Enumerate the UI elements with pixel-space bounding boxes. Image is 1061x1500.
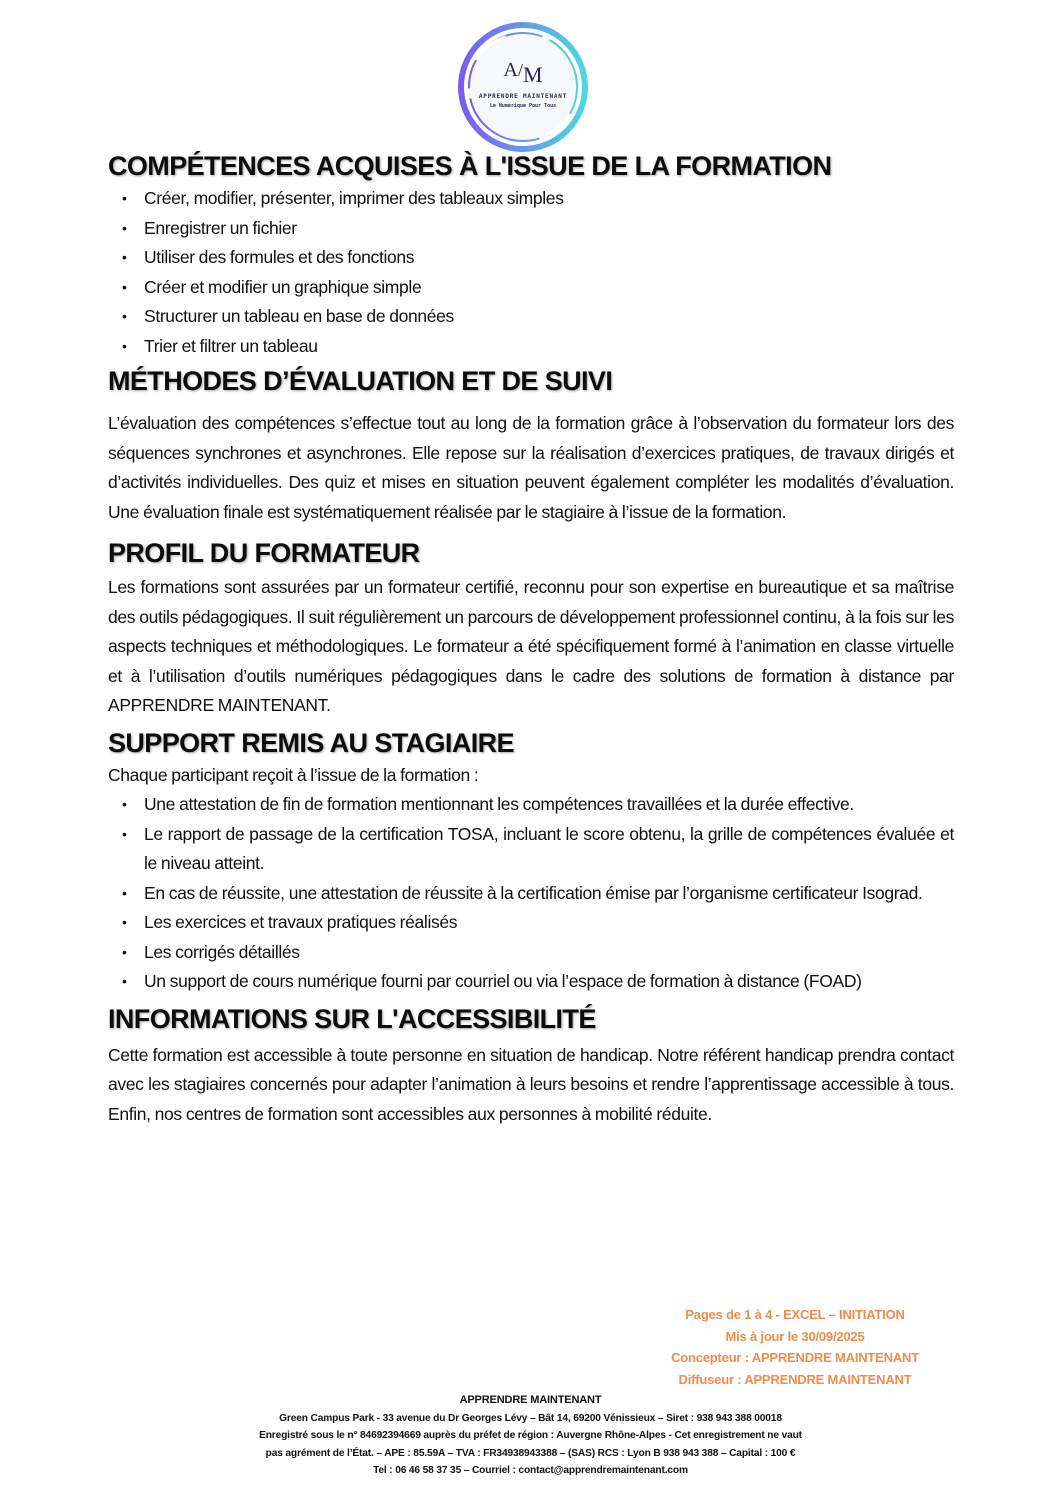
heading-evaluation: MÉTHODES D’ÉVALUATION ET DE SUIVI	[108, 366, 613, 396]
logo-monogram-a: A	[503, 59, 518, 81]
footer-contact: Tel : 06 46 58 37 35 – Courriel : contact@apprendremaintenant.com	[373, 1465, 688, 1476]
footer-company: APPRENDRE MAINTENANT	[459, 1394, 602, 1406]
logo-ring-icon	[456, 20, 590, 154]
list-item: • Enregistrer un fichier	[144, 214, 954, 244]
list-item: • Structurer un tableau en base de données	[144, 302, 954, 332]
page-footer	[0, 1392, 1061, 1480]
bullet-icon: •	[122, 249, 127, 265]
page-info	[600, 1304, 990, 1390]
bullet-icon: •	[122, 278, 127, 295]
bullet-icon: •	[122, 190, 127, 206]
list-item: • Un support de cours numérique fourni par courriel ou via l’espace de formation à distance (FOAD)	[144, 967, 954, 997]
accessibilite-text: Cette formation est accessible à toute personne en situation de handicap. Notre référent handicap prendra contact avec les stagiaires concernés pour adapter l’animation à leurs besoins et rendre l’apprentissage accessible à tous. Enfin, nos centres de formation sont accessibles aux personnes à mobilité réduite.	[108, 1044, 954, 1124]
footer-address: Green Campus Park - 33 avenue du Dr Georges Lévy – Bât 14, 69200 Vénissieux – Siret : 938 943 388 00018	[279, 1412, 782, 1424]
evaluation-text: L’évaluation des compétences s’effectue tout au long de la formation grâce à l’observation du formateur lors des séquences synchrones et asynchrones. Elle repose sur la réalisation d’exercices pratiques, de travaux dirigés et d’activités individuelles. Des quiz et mises en situation peuvent également compléter les modalités d’évaluation. Une évaluation finale est systématiquement réalisée par le stagiaire à l’issue de la formation.	[108, 413, 954, 522]
heading-profil: PROFIL DU FORMATEUR	[108, 538, 420, 568]
page-range: Pages de 1 à 4 - EXCEL – INITIATION	[685, 1307, 905, 1322]
bullet-icon: •	[122, 973, 127, 989]
company-logo: A/M APPRENDRE MAINTENANT Le Numérique Pour Tous	[456, 20, 590, 154]
logo-brand-name: APPRENDRE MAINTENANT	[478, 93, 568, 100]
section-competences	[108, 148, 954, 361]
section-support	[108, 725, 954, 997]
competences-list	[108, 184, 954, 361]
list-item: • En cas de réussite, une attestation de réussite à la certification émise par l’organisme certificateur Isograd.	[144, 879, 954, 909]
footer-registration: Enregistré sous le n° 84692394669 auprès du préfet de région : Auvergne Rhône-Alpes - Cet enregistrement ne vaut	[259, 1430, 802, 1441]
list-item: • Créer et modifier un graphique simple	[144, 273, 954, 303]
update-date: Mis à jour le 30/09/2025	[725, 1328, 865, 1344]
bullet-icon: •	[122, 308, 127, 324]
section-accessibilite	[108, 1001, 954, 1130]
bullet-icon: •	[122, 825, 127, 842]
list-item: • Utiliser des formules et des fonctions	[144, 243, 954, 273]
list-item: • Créer, modifier, présenter, imprimer des tableaux simples	[144, 184, 954, 214]
bullet-icon: •	[122, 914, 127, 930]
document-body	[108, 148, 954, 1129]
heading-competences: COMPÉTENCES ACQUISES À L'ISSUE DE LA FORMATION	[108, 151, 832, 181]
bullet-icon: •	[122, 943, 127, 960]
list-item: • Les exercices et travaux pratiques réalisés	[144, 908, 954, 938]
list-item: • Le rapport de passage de la certification TOSA, incluant le score obtenu, la grille de compétences évaluée et le niveau atteint.	[144, 820, 954, 879]
list-item: • Trier et filtrer un tableau	[144, 332, 954, 362]
bullet-icon: •	[122, 219, 127, 236]
footer-legal: pas agrément de l’État. – APE : 85.59A – TVA : FR34938943388 – (SAS) RCS : Lyon B 938 943 388 – Capital : 100 €	[265, 1447, 796, 1459]
list-item: • Une attestation de fin de formation mentionnant les compétences travaillées et la durée effective.	[144, 790, 954, 820]
section-evaluation	[108, 363, 954, 527]
support-list	[108, 790, 954, 997]
designer: Concepteur : APPRENDRE MAINTENANT	[671, 1350, 919, 1365]
logo-monogram-m: M	[522, 62, 543, 87]
support-intro: Chaque participant reçoit à l’issue de la formation :	[108, 764, 479, 785]
profil-text: Les formations sont assurées par un formateur certifié, reconnu pour son expertise en bureautique et sa maîtrise des outils pédagogiques. Il suit régulièrement un parcours de développement professionnel continu, à la fois sur les aspects techniques et méthodologiques. Le formateur a été spécifiquement formé à l’animation en classe virtuelle et à l’utilisation d’outils numériques pédagogiques dans le cadre des solutions de formation à distance par APPRENDRE MAINTENANT.	[108, 577, 954, 715]
heading-accessibilite: INFORMATIONS SUR L'ACCESSIBILITÉ	[108, 1003, 596, 1034]
section-profil	[108, 535, 954, 721]
list-item: • Les corrigés détaillés	[144, 938, 954, 968]
bullet-icon: •	[122, 337, 127, 354]
logo-tagline: Le Numérique Pour Tous	[489, 103, 557, 109]
distributor: Diffuseur : APPRENDRE MAINTENANT	[678, 1371, 912, 1387]
bullet-icon: •	[122, 796, 127, 812]
heading-support: SUPPORT REMIS AU STAGIAIRE	[108, 727, 514, 758]
bullet-icon: •	[122, 884, 127, 901]
